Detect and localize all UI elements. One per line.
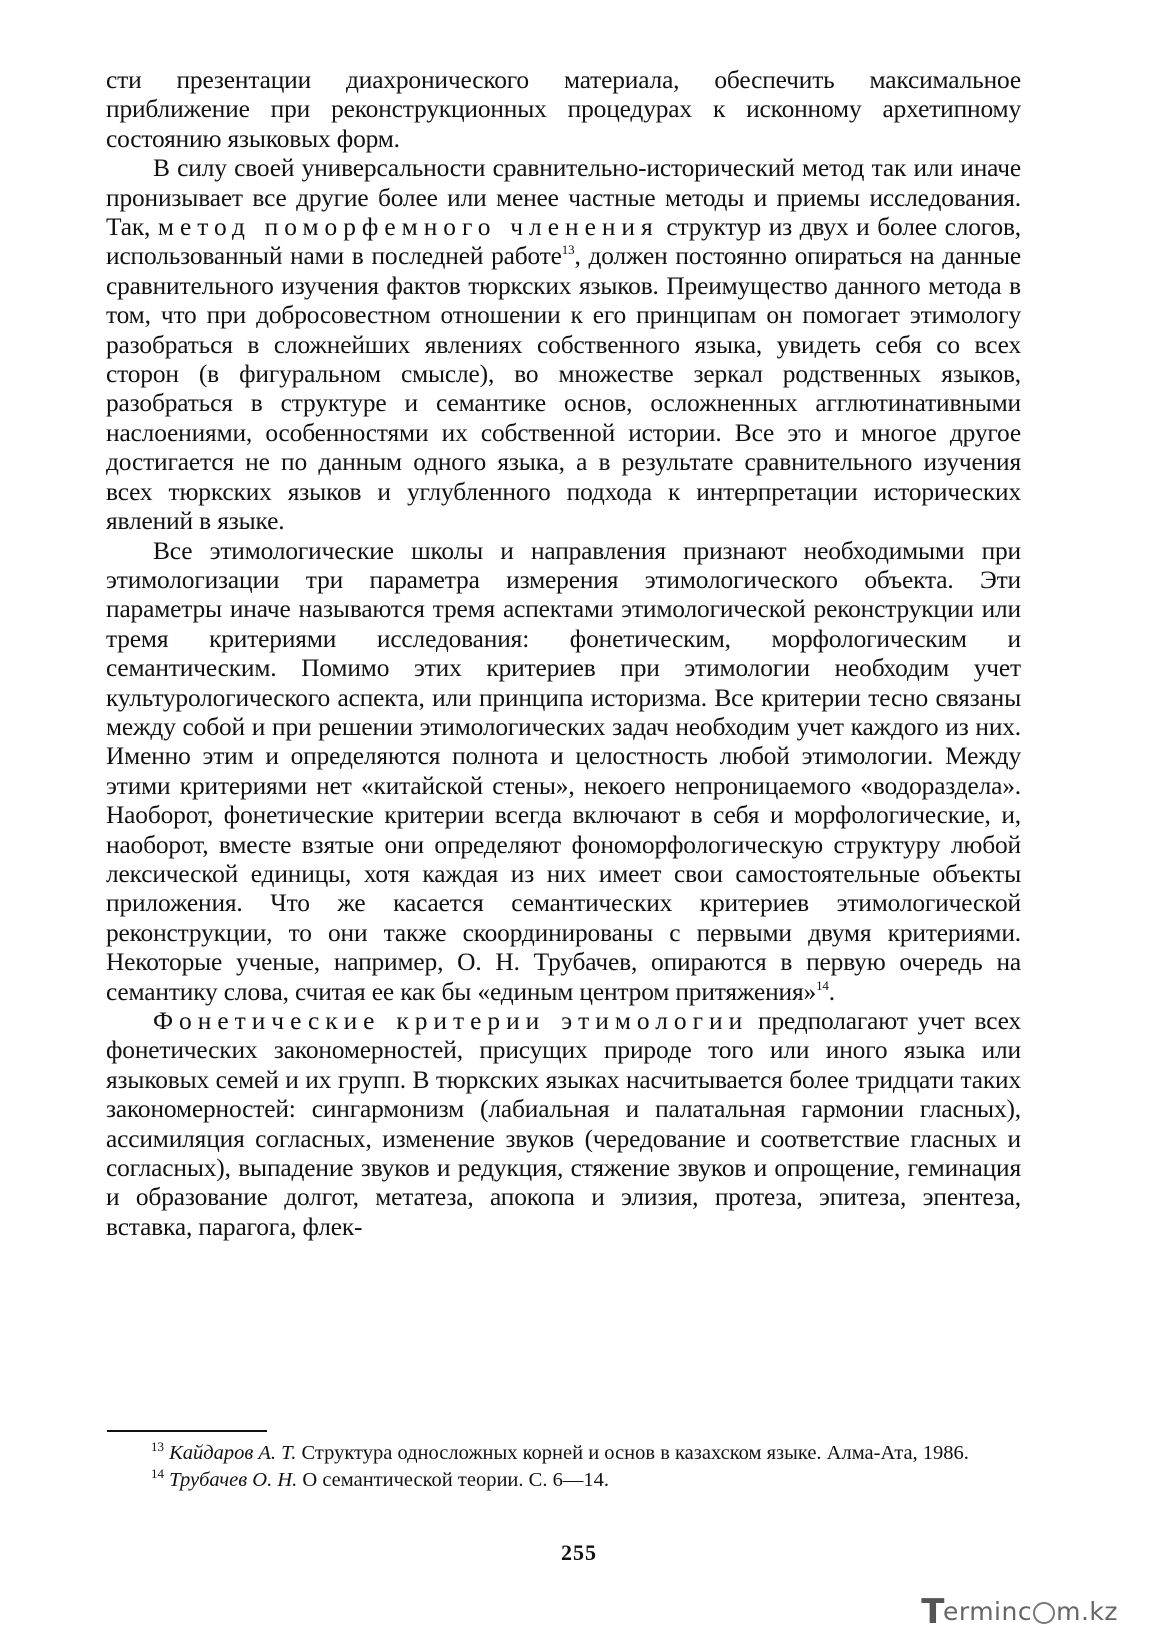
page-number: 255 [561, 1540, 597, 1565]
footnote-divider [107, 1430, 267, 1432]
watermark-domain: m.kz [1056, 1597, 1118, 1626]
paragraph-2-start: В силу своей универсальности сравнительно-исторический метод так или иначе пронизывает все другие более или менее частные методы и приемы исследования. Так, [106, 154, 1021, 242]
footnote-author: Трубачев О. Н. [169, 1469, 298, 1491]
footnote-author: Кайдаров А. Т. [169, 1442, 297, 1464]
spaced-term-phonetic: Фонетические критерии этимологии [153, 1007, 749, 1035]
footnote-ref-14[interactable]: 14 [816, 977, 829, 993]
paragraph-2 [106, 154, 1021, 536]
footnote-14 [107, 1467, 1020, 1494]
paragraph-3-text: Все этимологические школы и направления признают необходимыми при этимологизации три параметра измерения этимологического объекта. Эти параметры иначе называются тремя аспектами этимологической реконструкции или тремя критериями исследования: фонетическим, морфологическим и семантическим. Помимо этих критериев при этимологии необходим учет культурологического аспекта, или принципа историзма. Все критерии тесно связаны между собой и при решении этимологических задач необходим учет каждого из них. Именно этим и определяются полнота и целостность любой этимологии. Между этими критериями нет «китайской стены», некоего непроницаемого «водораздела». Наоборот, фонетические критерии всегда включают в себя и морфологические, и, наоборот, вместе взятые они определяют фономорфологическую структуру любой лексической единицы, хотя каждая из них имеет свои самостоятельные объекты приложения. Что же касается семантических критериев этимологической реконструкции, то они также скоординированы с первыми двумя критериями. Некоторые ученые, например, О. Н. Трубачев, опираются в первую очередь на семантику слова, считая ее как бы «единым центром притяжения» [106, 536, 1021, 1006]
watermark-initial: T [921, 1592, 945, 1632]
footnote-number: 14 [151, 1466, 164, 1481]
footnote-text: Структура односложных корней и основ в казахском языке. Алма-Ата, 1986. [301, 1442, 969, 1464]
page-content [106, 66, 1021, 1242]
paragraph-4-text: предполагают учет всех фонетических закономерностей, присущих природе того или иного языка или языковых семей и их групп. В тюркских языках насчитывается более тридцати таких закономерностей: сингармонизм (лабиальная и палатальная гармонии гласных), ассимиляция согласных, изменение звуков (чередование и соответствие гласных и согласных), выпадение звуков и редукция, стяжение звуков и опрощение, геминация и образование долгот, метатеза, апокопа и элизия, протеза, эпитеза, эпентеза, вставка, парагога, флек- [106, 1007, 1021, 1241]
footnotes [107, 1440, 1020, 1494]
paragraph-4 [106, 1007, 1021, 1242]
paragraph-3-end: . [828, 977, 835, 1006]
watermark-part: erminc [942, 1597, 1033, 1626]
paragraph-3 [106, 537, 1021, 1008]
spaced-term-method: метод поморфемного членения [157, 213, 659, 242]
watermark-logo [921, 1592, 1118, 1632]
footnote-13 [107, 1440, 1020, 1467]
footnote-text: О семантической теории. С. 6—14. [302, 1469, 609, 1491]
paragraph-2-end: , должен постоянно опираться на данные сравнительного изучения фактов тюркских языков. Преимущество данного метода в том, что при добросовестном отношении к его принципам он помогает этимологу разобраться в сложнейших явлениях собственного языка, увидеть себя со всех сторон (в фигуральном смысле), во множестве зеркал родственных языков, разобраться в структуре и семантике основ, осложненных агглютинативными наслоениями, особенностями их собственной истории. Все это и многое другое достигается не по данным одного языка, а в результате сравнительного изучения всех тюркских языков и углубленного подхода к интерпретации исторических явлений в языке. [106, 242, 1021, 536]
watermark-circle-icon [1033, 1602, 1055, 1624]
footnote-number: 13 [151, 1439, 164, 1454]
paragraph-2-middle: структур из двух и более слогов, использованный нами в последней работе [106, 213, 1022, 271]
footnote-ref-13[interactable]: 13 [561, 242, 575, 258]
paragraph-1: сти презентации диахронического материала, обеспечить максимальное приближение при реконструкционных процедурах к исконному архетипному состоянию языковых форм. [106, 66, 1021, 153]
body-text [106, 66, 1021, 1242]
